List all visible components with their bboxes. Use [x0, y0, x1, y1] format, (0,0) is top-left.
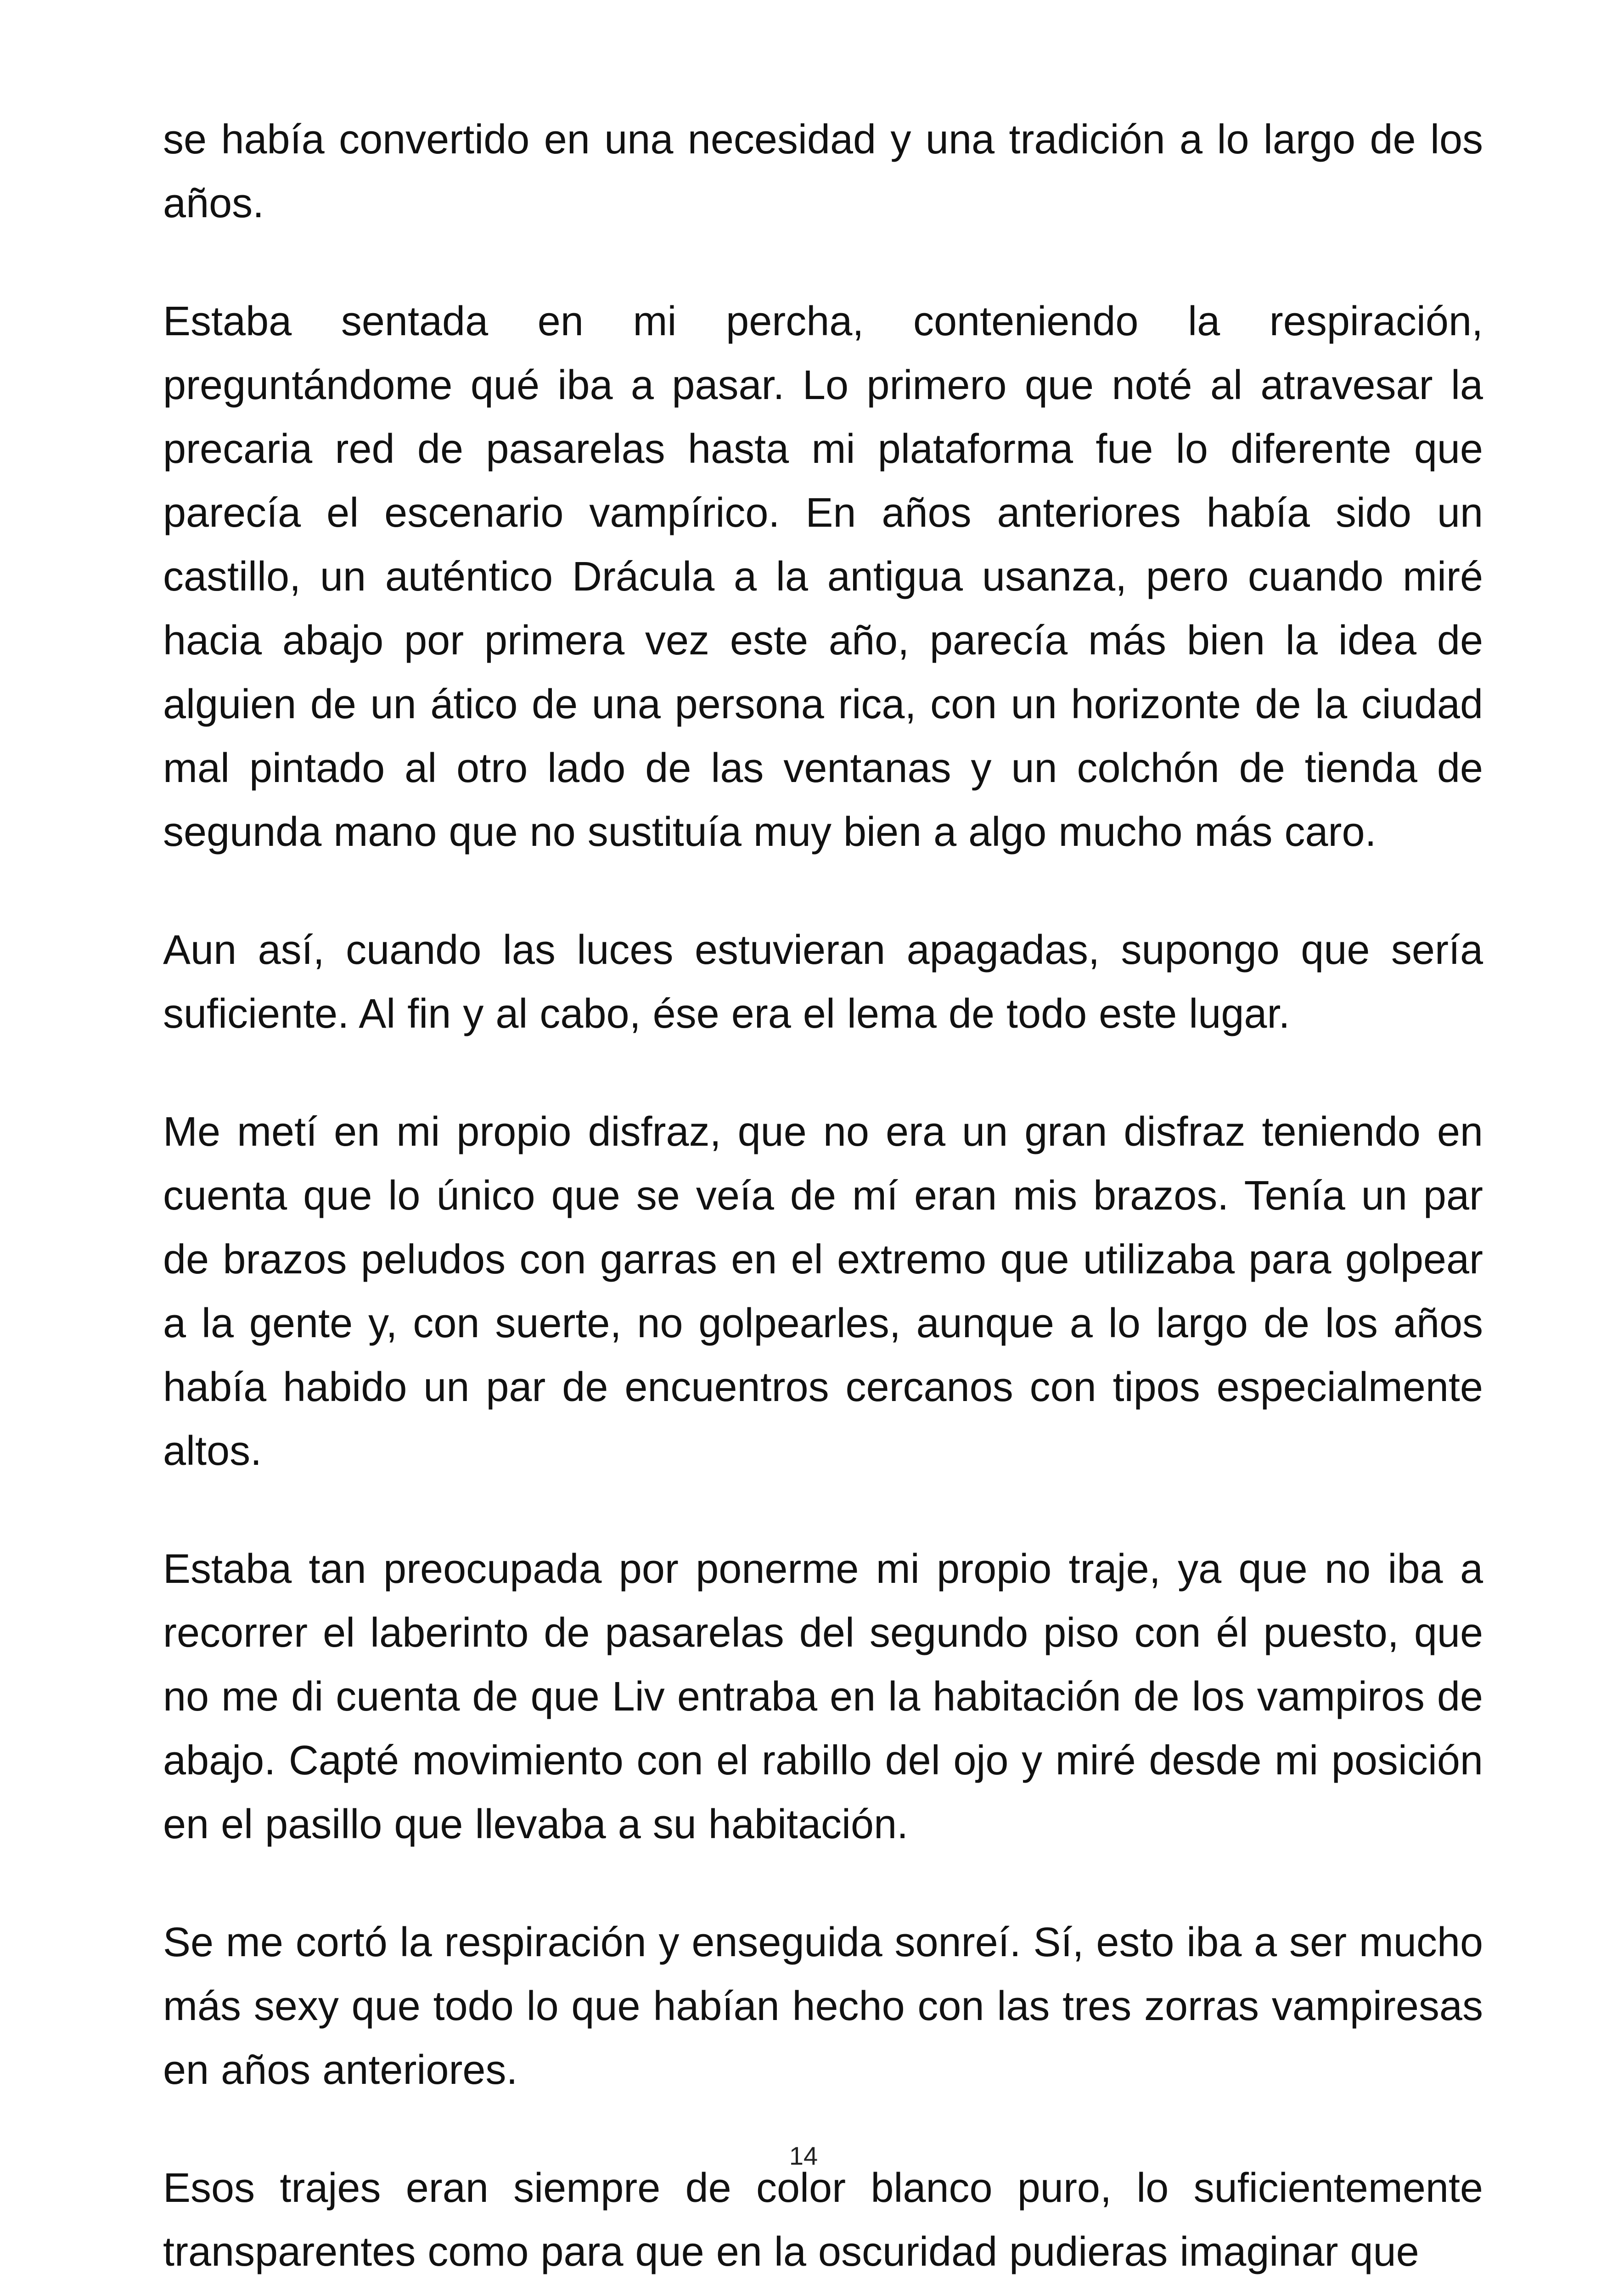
paragraph: Se me cortó la respiración y enseguida sonreí. Sí, esto iba a ser mucho más sexy que todo lo que habían hecho con las tres zorras vampiresas en años anteriores.	[163, 1919, 1483, 2093]
page-number: 14	[789, 2141, 818, 2170]
paragraph: Me metí en mi propio disfraz, que no era un gran disfraz teniendo en cuenta que lo único que se veía de mí eran mis brazos. Tenía un par de brazos peludos con garras en el extremo que utilizaba para golpear a la gente y, con suerte, no golpearles, aunque a lo largo de los años había habido un par de encuentros cercanos con tipos especialmente altos.	[163, 1109, 1483, 1474]
paragraph: Estaba tan preocupada por ponerme mi propio traje, ya que no iba a recorrer el laberinto de pasarelas del segundo piso con él puesto, que no me di cuenta de que Liv entraba en la habitación de los vampiros de abajo. Capté movimiento con el rabillo del ojo y miré desde mi posición en el pasillo que llevaba a su habitación.	[163, 1546, 1483, 1847]
paragraph: Estaba sentada en mi percha, conteniendo la respiración, preguntándome qué iba a pasar. Lo primero que noté al atravesar la precaria red de pasarelas hasta mi plataforma fue lo diferente que parecía el escenario vampírico. En años anteriores había sido un castillo, un auténtico Drácula a la antigua usanza, pero cuando miré hacia abajo por primera vez este año, parecía más bien la idea de alguien de un ático de una persona rica, con un horizonte de la ciudad mal pintado al otro lado de las ventanas y un colchón de tienda de segunda mano que no sustituía muy bien a algo mucho más caro.	[163, 298, 1483, 855]
paragraph: Esos trajes eran siempre de color blanco puro, lo suficientemente transparentes como para que en la oscuridad pudieras imaginar que	[163, 2165, 1483, 2275]
body-text	[163, 108, 1483, 2296]
paragraph: se había convertido en una necesidad y una tradición a lo largo de los años.	[163, 117, 1483, 226]
paragraph: Aun así, cuando las luces estuvieran apagadas, supongo que sería suficiente. Al fin y al cabo, ése era el lema de todo este lugar.	[163, 927, 1483, 1037]
